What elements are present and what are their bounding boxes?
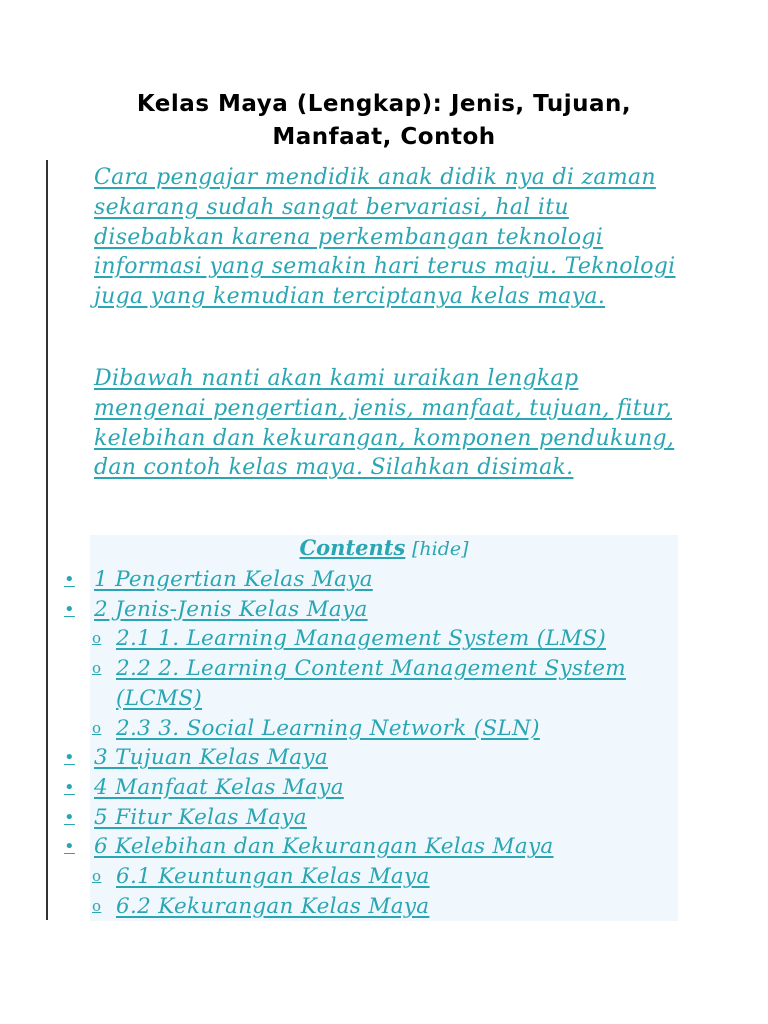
left-margin-rule <box>46 160 48 920</box>
title-line-2: Manfaat, Contoh <box>272 124 496 150</box>
bullet-icon: • <box>64 569 75 590</box>
sub-bullet-icon: o <box>92 718 102 737</box>
toc-subitem[interactable] <box>62 624 702 654</box>
title-line-1: Kelas Maya (Lengkap): Jenis, Tujuan, <box>136 91 632 117</box>
bullet-icon: • <box>64 836 75 858</box>
toc-item-label[interactable]: 4 Manfaat Kelas Maya <box>94 774 344 800</box>
toc-item-label[interactable]: 5 Fitur Kelas Maya <box>94 804 307 830</box>
toc-item-label[interactable]: 6.2 Kekurangan Kelas Maya <box>116 893 430 919</box>
sub-bullet-icon: o <box>92 659 102 678</box>
toc-title: Contents <box>299 535 406 560</box>
bullet-icon: • <box>64 776 75 798</box>
toc-item-label[interactable]: 3 Tujuan Kelas Maya <box>94 745 328 771</box>
toc-subitem[interactable] <box>62 714 702 744</box>
toc-subitem[interactable] <box>62 654 702 713</box>
intro-paragraph-1[interactable]: Cara pengajar mendidik anak didik nya di zaman sekarang sudah sangat bervariasi, hal itu disebabkan karena perkembangan teknologi informasi yang semakin hari terus maju. Teknologi juga yang kemudian terciptanya kelas maya. <box>94 165 676 310</box>
bullet-icon: • <box>64 598 75 620</box>
toc-subitem[interactable] <box>62 892 702 922</box>
toc-list <box>62 565 702 921</box>
bullet-icon: • <box>64 747 75 769</box>
toc-item-label[interactable]: 2.2 2. Learning Content Management System (LCMS) <box>116 656 626 711</box>
toc-item-label[interactable]: 2 Jenis-Jenis Kelas Maya <box>94 596 368 622</box>
toc-hide-toggle[interactable]: [hide] <box>411 538 469 560</box>
toc-item-label[interactable]: 6 Kelebihan dan Kekurangan Kelas Maya <box>94 834 554 860</box>
article-title <box>0 88 768 154</box>
toc-item[interactable] <box>62 832 702 862</box>
toc-item[interactable] <box>62 743 702 773</box>
toc-header <box>90 533 678 564</box>
toc-item[interactable] <box>62 803 702 833</box>
toc-item[interactable] <box>62 565 702 595</box>
toc-item-label[interactable]: 6.1 Keuntungan Kelas Maya <box>116 864 430 890</box>
bullet-icon: • <box>64 806 75 828</box>
intro-paragraph-2[interactable]: Dibawah nanti akan kami uraikan lengkap mengenai pengertian, jenis, manfaat, tujuan, fitur, kelebihan dan kekurangan, komponen pendukung, dan contoh kelas maya. Silahkan disimak. <box>94 366 675 481</box>
sub-bullet-icon: o <box>92 867 102 886</box>
toc-item-label[interactable]: 2.1 1. Learning Management System (LMS) <box>116 626 607 652</box>
sub-bullet-icon: o <box>92 896 102 915</box>
toc-item[interactable] <box>62 595 702 625</box>
toc-item-label[interactable]: 1 Pengertian Kelas Maya <box>94 567 373 592</box>
toc-subitem[interactable] <box>62 862 702 892</box>
toc-item[interactable] <box>62 773 702 803</box>
sub-bullet-icon: o <box>92 629 102 648</box>
toc-item-label[interactable]: 2.3 3. Social Learning Network (SLN) <box>116 715 540 741</box>
